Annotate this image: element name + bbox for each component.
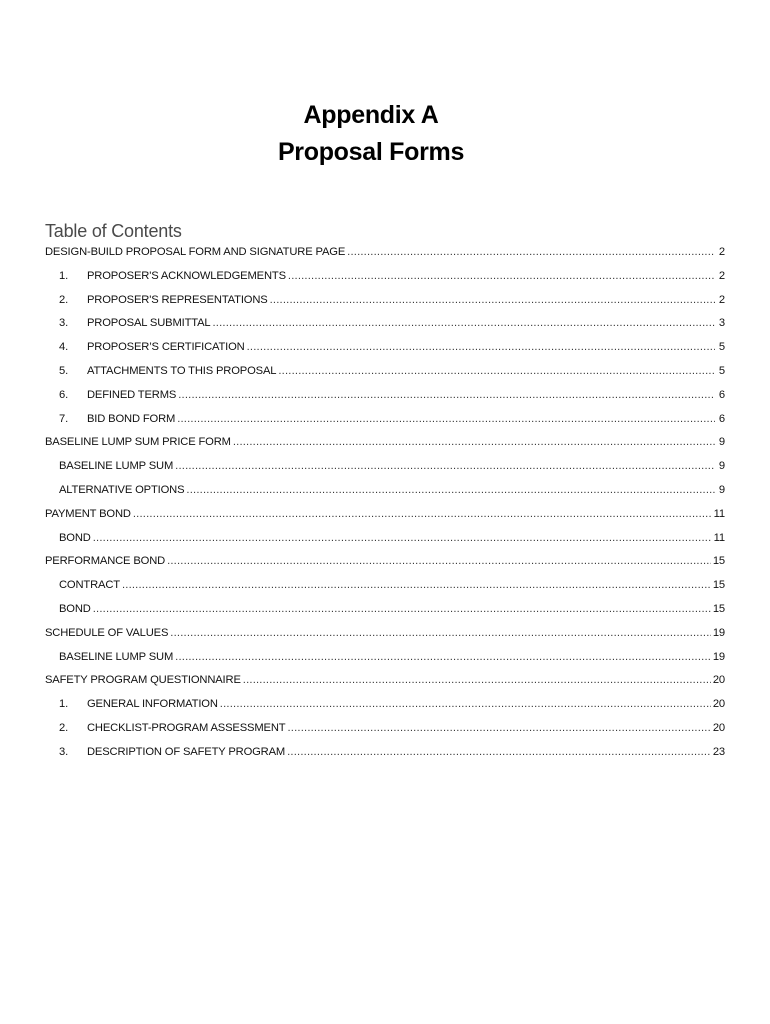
toc-entry[interactable] [45,246,725,270]
toc-entry[interactable] [45,365,725,389]
toc-entry-number: 1. [59,698,69,711]
toc-entry-page-number: 2 [718,269,725,282]
toc-entry[interactable] [45,508,725,532]
toc-entry-page-number: 5 [718,364,725,377]
toc-entry[interactable] [45,413,725,437]
toc-entry[interactable] [45,722,725,746]
toc-entry-page-number: 20 [712,674,725,687]
toc-entry-title: PROPOSER’S CERTIFICATION [87,341,245,354]
toc-entry-number: 4. [59,341,69,354]
toc-entry-page-number: 2 [718,246,725,258]
toc-dot-leader [93,603,711,615]
toc-entry-page-number: 15 [712,602,725,615]
toc-entry-page-number: 9 [718,483,725,496]
toc-entry[interactable] [45,389,725,413]
toc-dot-leader [178,389,715,401]
toc-dot-leader [175,651,711,663]
toc-dot-leader [213,317,716,329]
toc-entry-title: PROPOSER'S ACKNOWLEDGEMENTS [87,269,286,282]
toc-dot-leader [175,460,715,472]
toc-entry[interactable] [45,651,725,675]
toc-entry-title: SCHEDULE OF VALUES [45,626,169,639]
toc-dot-leader [122,579,711,591]
toc-entry[interactable] [45,746,725,770]
toc-dot-leader [133,508,712,520]
toc-entry-title: BID BOND FORM [87,412,176,425]
toc-entry-page-number: 20 [712,721,725,734]
toc-entry-title: BASELINE LUMP SUM [59,460,174,473]
title-line-proposal-forms: Proposal Forms [277,138,465,166]
toc-dot-leader [233,436,715,448]
toc-entry-page-number: 11 [713,507,725,520]
toc-entry-number: 1. [59,269,69,282]
toc-entry-page-number: 20 [712,698,725,711]
toc-entry-title: PROPOSAL SUBMITTAL [87,317,211,330]
toc-entry-number: 6. [59,388,69,401]
toc-entry-page-number: 6 [718,388,725,401]
toc-entry-title: BOND [59,602,91,615]
toc-entry-number: 2. [59,721,69,734]
toc-entry-title: DESIGN-BUILD PROPOSAL FORM AND SIGNATURE PAGE [45,246,346,258]
toc-entry-title: BASELINE LUMP SUM [59,650,174,663]
toc-entry-number: 2. [59,293,69,306]
toc-dot-leader [288,270,715,282]
toc-entry-number: 7. [59,412,69,425]
toc-entry-number: 3. [59,745,69,758]
toc-entry-page-number: 9 [718,436,725,449]
toc-entry[interactable] [45,532,725,556]
toc-dot-leader [186,484,715,496]
toc-entry[interactable] [45,579,725,603]
toc-dot-leader [167,555,711,567]
toc-dot-leader [243,674,711,686]
toc-entry[interactable] [45,341,725,365]
toc-entry[interactable] [45,460,725,484]
toc-entry-title: BOND [59,531,91,544]
toc-entry-page-number: 19 [712,650,725,663]
toc-dot-leader [93,532,712,544]
toc-entry-title: PERFORMANCE BOND [45,555,166,568]
toc-entry-title: BASELINE LUMP SUM PRICE FORM [45,436,231,449]
toc-entry-title: CONTRACT [59,579,120,592]
toc-dot-leader [278,365,715,377]
toc-entry[interactable] [45,674,725,698]
toc-entry-title: DEFINED TERMS [87,388,177,401]
toc-entry[interactable] [45,436,725,460]
toc-entry-page-number: 2 [718,293,725,306]
toc-entry-title: GENERAL INFORMATION [87,698,218,711]
toc-entry-title: ALTERNATIVE OPTIONS [59,483,185,496]
toc-entry[interactable] [45,484,725,508]
toc-entry-page-number: 15 [712,579,725,592]
toc-entry[interactable] [45,317,725,341]
toc-entry[interactable] [45,555,725,579]
toc-entry-title: PAYMENT BOND [45,507,131,520]
toc-entry-page-number: 3 [718,317,725,330]
toc-entry-title: PROPOSER'S REPRESENTATIONS [87,293,268,306]
toc-entry-page-number: 19 [712,626,725,639]
toc-entry-page-number: 23 [712,745,725,758]
toc-entry-title: SAFETY PROGRAM QUESTIONNAIRE [45,674,241,687]
toc-entry-page-number: 9 [718,460,725,473]
title-line-appendix: Appendix A [303,101,439,129]
toc-entry-page-number: 5 [718,341,725,354]
toc-entry-title: ATTACHMENTS TO THIS PROPOSAL [87,364,277,377]
toc-entry[interactable] [45,627,725,651]
toc-dot-leader [287,722,710,734]
toc-entry[interactable] [45,294,725,318]
toc-dot-leader [287,746,711,758]
toc-dot-leader [177,413,715,425]
toc-entry[interactable] [45,698,725,722]
toc-dot-leader [347,246,715,258]
table-of-contents [45,246,725,770]
toc-entry-title: DESCRIPTION OF SAFETY PROGRAM [87,745,286,758]
toc-entry-number: 5. [59,364,69,377]
toc-entry-number: 3. [59,317,69,330]
toc-entry-title: CHECKLIST-PROGRAM ASSESSMENT [87,721,286,734]
toc-dot-leader [247,341,715,353]
toc-dot-leader [270,294,715,306]
toc-entry-page-number: 15 [712,555,725,568]
toc-heading: Table of Contents [45,221,182,241]
toc-entry[interactable] [45,270,725,294]
toc-entry[interactable] [45,603,725,627]
toc-entry-page-number: 11 [713,531,725,544]
toc-dot-leader [220,698,711,710]
document-title [0,97,742,171]
toc-dot-leader [170,627,711,639]
toc-entry-page-number: 6 [718,412,725,425]
